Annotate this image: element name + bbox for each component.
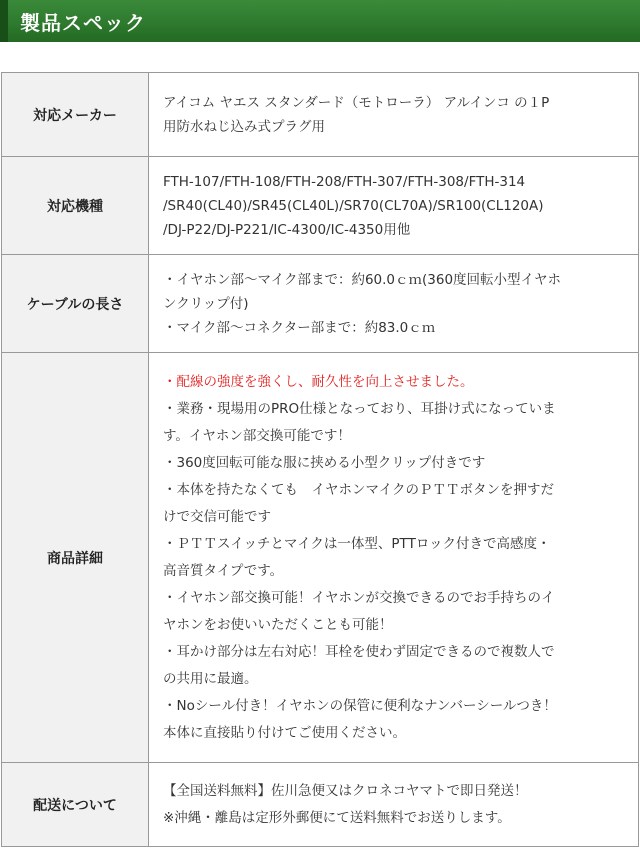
- spec-row-models: [2, 157, 639, 255]
- spec-value-line: 本体に直接貼り付けてご使用ください。: [163, 724, 406, 741]
- spec-row-cable: [2, 255, 639, 353]
- spec-value-line: ・イヤホン部～マイク部まで：約60.0ｃｍ(360度回転小型イヤホ: [163, 271, 562, 288]
- spec-value-line: す。イヤホン部交換可能です！: [163, 427, 351, 444]
- section-title: 製品スペック: [20, 10, 146, 35]
- spec-label-cable: ケーブルの長さ: [2, 255, 149, 353]
- spec-value-details: [149, 353, 639, 763]
- spec-value-line: ・耳かけ部分は左右対応！耳栓を使わず固定できるので複数人で: [163, 643, 555, 660]
- spec-value-line: /SR40(CL40)/SR45(CL40L)/SR70(CL70A)/SR100(CL120A): [163, 197, 544, 214]
- spec-table: [1, 72, 639, 847]
- spec-row-shipping: [2, 763, 639, 847]
- spec-value-line: ※沖縄・離島は定形外郵便にて送料無料でお送りします。: [163, 809, 511, 826]
- spec-value-models: [149, 157, 639, 255]
- spec-row-details: [2, 353, 639, 763]
- spec-value-line: ンクリップ付): [163, 295, 249, 312]
- spec-value-maker: [149, 73, 639, 157]
- spec-value-line: の共用に最適。: [163, 670, 258, 687]
- spec-value-line: ヤホンをお使いいただくことも可能！: [163, 616, 393, 633]
- spec-value-cable: [149, 255, 639, 353]
- spec-label-details: 商品詳細: [2, 353, 149, 763]
- spec-row-maker: [2, 73, 639, 157]
- spec-highlight-line: ・配線の強度を強くし、耐久性を向上させました。: [163, 373, 474, 390]
- spec-label-shipping: 配送について: [2, 763, 149, 847]
- spec-value-line: アイコム ヤエス スタンダード（モトローラ） アルインコ の１P: [163, 94, 550, 111]
- spec-value-line: ・ＰＴＴスイッチとマイクは一体型、PTTロック付きで高感度・: [163, 535, 551, 552]
- spec-value-line: ・本体を持たなくても イヤホンマイクのＰＴＴボタンを押すだ: [163, 481, 554, 498]
- spec-value-line: けで交信可能です: [163, 508, 271, 525]
- spec-value-line: ・マイク部～コネクター部まで：約83.0ｃｍ: [163, 319, 436, 336]
- spec-label-models: 対応機種: [2, 157, 149, 255]
- spec-value-line: ・業務・現場用のPRO仕様となっており、耳掛け式になっていま: [163, 400, 556, 417]
- spec-value-shipping: [149, 763, 639, 847]
- spec-value-line: 用防水ねじ込み式プラグ用: [163, 118, 325, 135]
- spec-value-line: ・イヤホン部交換可能！イヤホンが交換できるのでお手持ちのイ: [163, 589, 555, 606]
- spec-value-line: ・360度回転可能な服に挟める小型クリップ付きです: [163, 454, 486, 471]
- spec-value-line: ・Noシール付き！イヤホンの保管に便利なナンバーシールつき！: [163, 697, 557, 714]
- spec-value-line: FTH-107/FTH-108/FTH-208/FTH-307/FTH-308/FTH-314: [163, 173, 526, 190]
- section-header: [0, 0, 640, 42]
- spec-label-maker: 対応メーカー: [2, 73, 149, 157]
- spec-value-line: 高音質タイプです。: [163, 562, 284, 579]
- spec-value-line: /DJ-P22/DJ-P221/IC-4300/IC-4350用他: [163, 221, 411, 238]
- spec-value-line: 【全国送料無料】佐川急便又はクロネコヤマトで即日発送！: [163, 782, 528, 799]
